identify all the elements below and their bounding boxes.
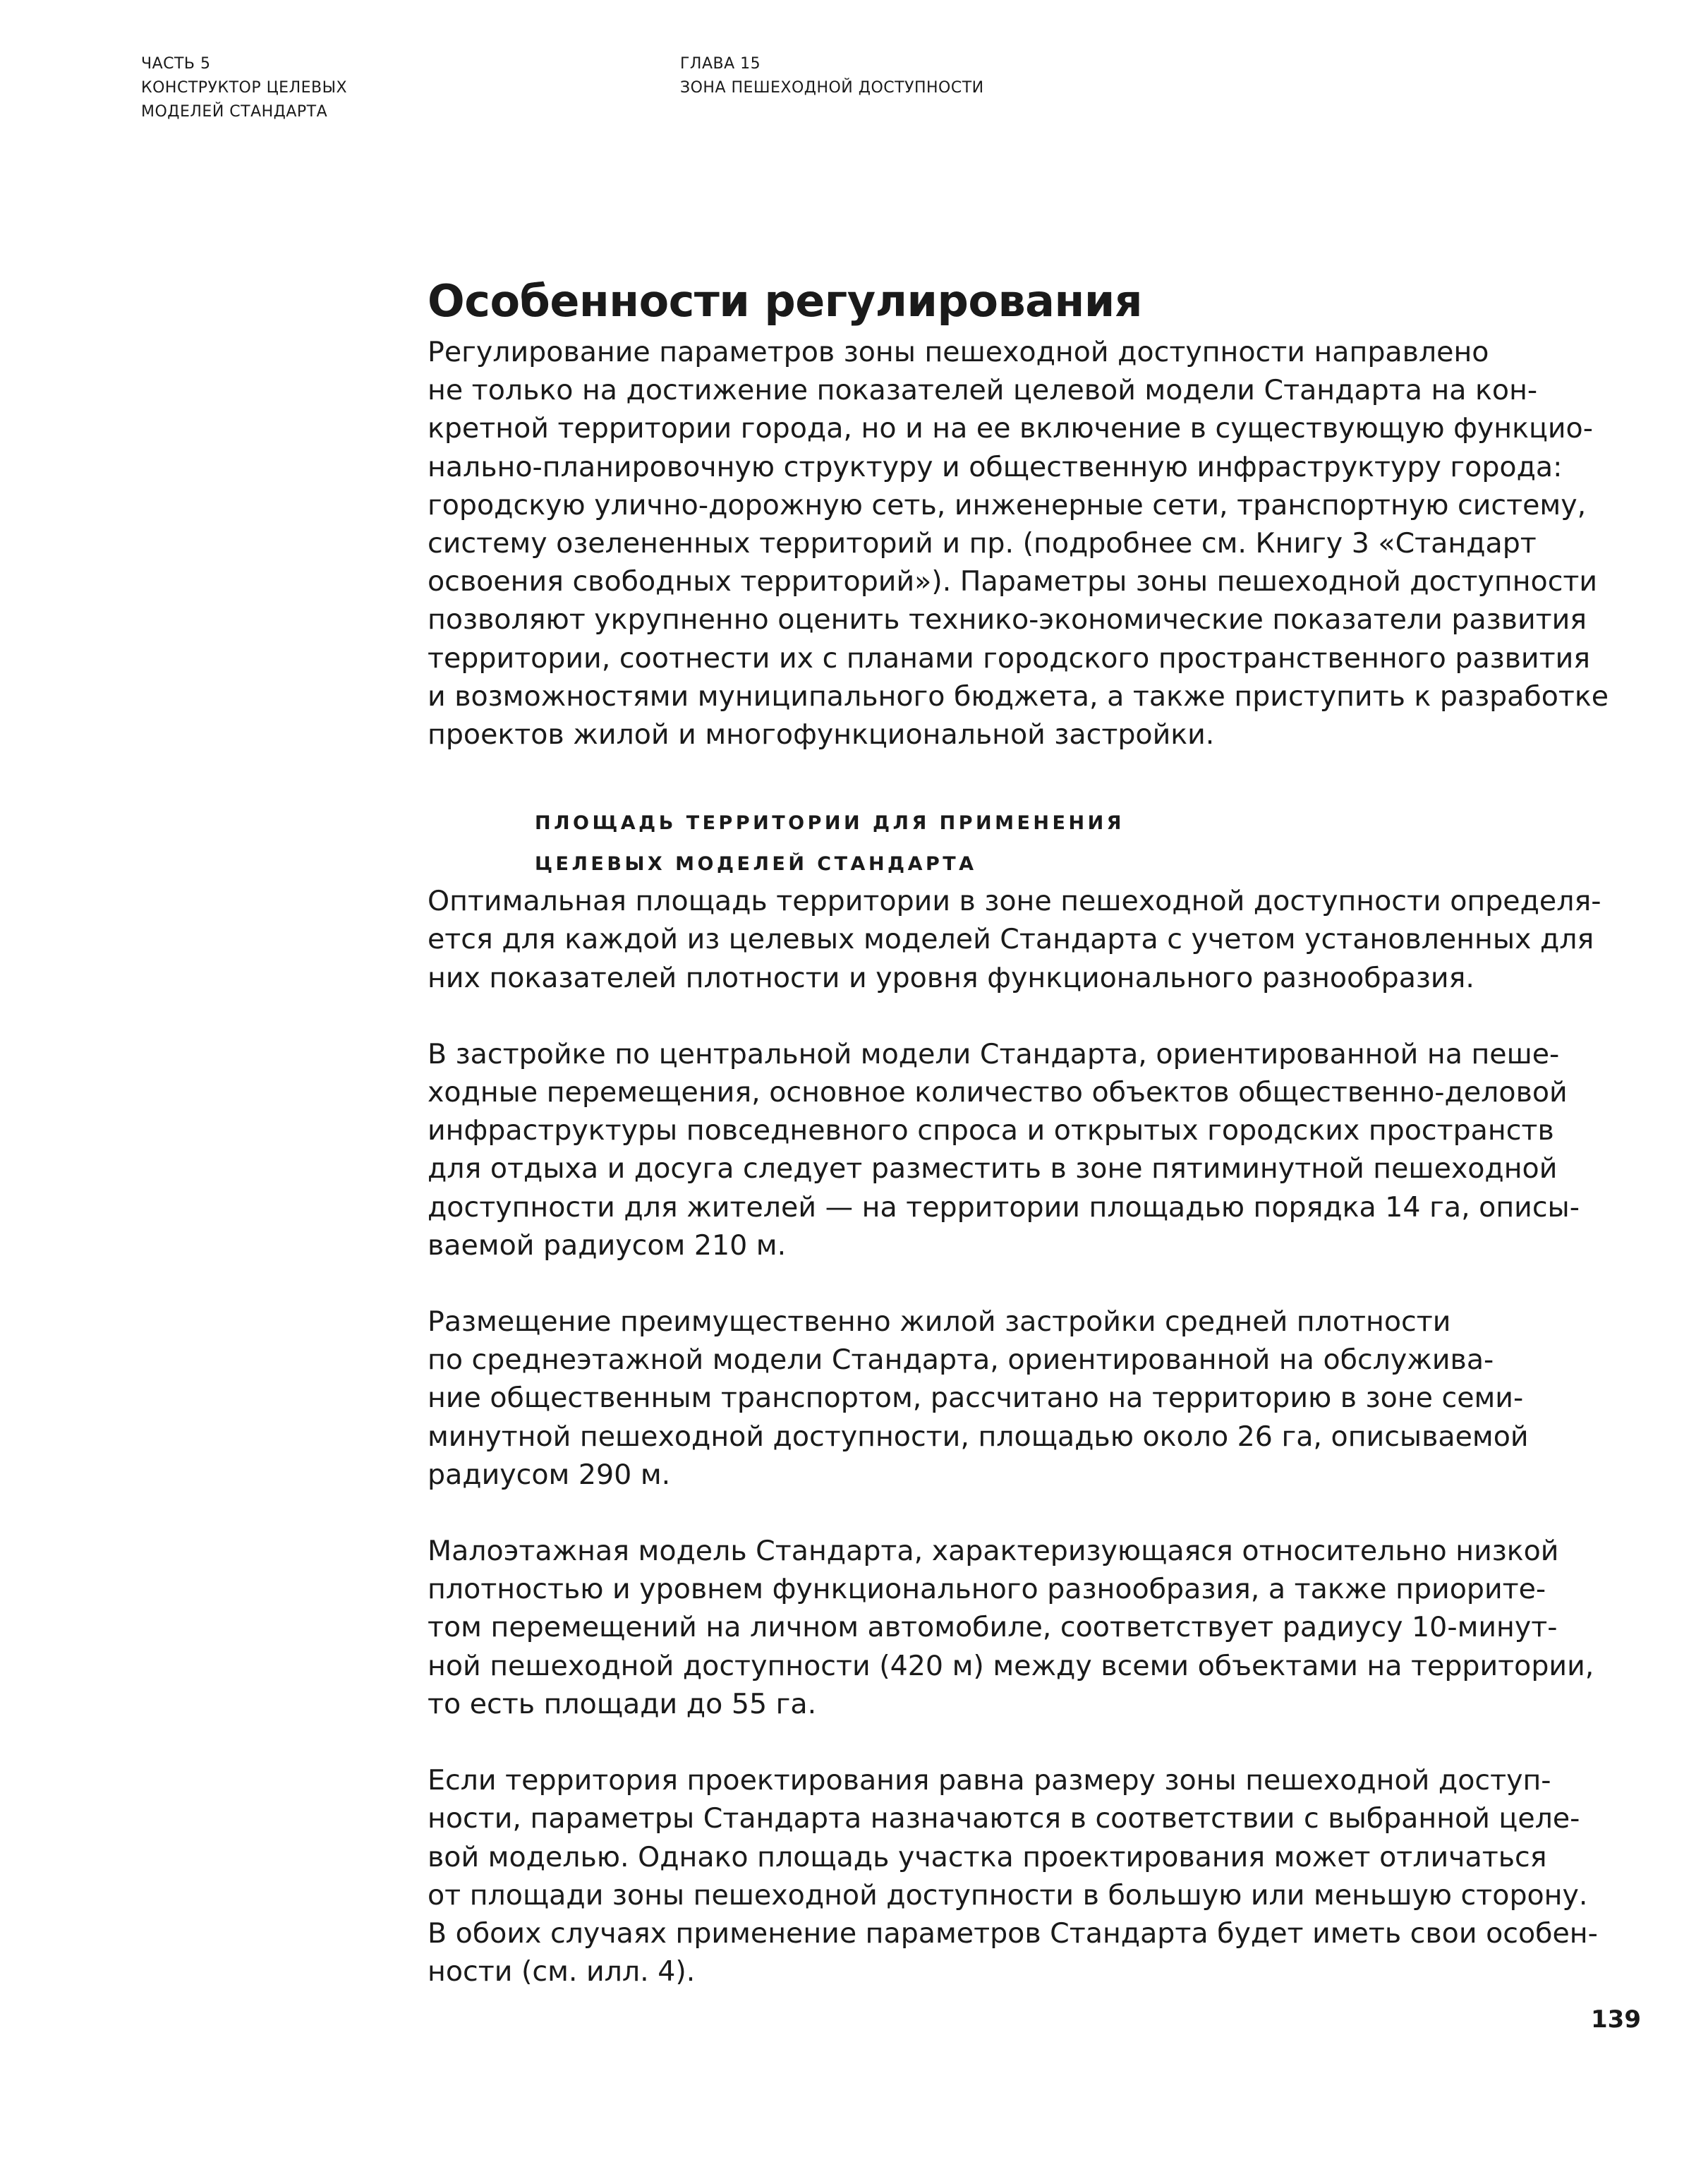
text-line: минутной пешеходной доступности, площадью около 26 га, описываемой	[428, 1420, 1529, 1453]
paragraph-central-model	[428, 1035, 1580, 1264]
text-line: вой моделью. Однако площадь участка проектирования может отличаться	[428, 1840, 1547, 1873]
running-head-part-line: КОНСТРУКТОР ЦЕЛЕВЫХ	[141, 79, 348, 97]
text-line: ности, параметры Стандарта назначаются в соответствии с выбранной целе-	[428, 1802, 1580, 1835]
main-content	[428, 270, 1609, 1991]
text-line: ется для каждой из целевых моделей Стандарта с учетом установленных для	[428, 923, 1594, 956]
text-line: по среднеэтажной модели Стандарта, ориентированной на обслужива-	[428, 1344, 1494, 1377]
running-head-chapter	[680, 52, 984, 100]
text-line: Если территория проектирования равна размеру зоны пешеходной доступ-	[428, 1764, 1551, 1797]
text-line: том перемещений на личном автомобиле, соответствует радиусу 10-минут-	[428, 1611, 1558, 1644]
text-line: них показателей плотности и уровня функционального разнообразия.	[428, 961, 1474, 994]
text-line: Оптимальная площадь территории в зоне пешеходной доступности определя-	[428, 885, 1601, 918]
text-line: ходные перемещения, основное количество объектов общественно-деловой	[428, 1076, 1568, 1109]
text-line: систему озелененных территорий и пр. (подробнее см. Книгу 3 «Стандарт	[428, 527, 1537, 560]
intro-paragraph	[428, 333, 1609, 754]
text-line: нально-планировочную структуру и общественную инфраструктуру города:	[428, 450, 1563, 483]
subheading	[535, 803, 1528, 885]
text-line: доступности для жителей — на территории площадью порядка 14 га, описы-	[428, 1190, 1580, 1224]
subheading-line: ЦЕЛЕВЫХ МОДЕЛЕЙ СТАНДАРТА	[535, 853, 977, 876]
text-line: радиусом 290 м.	[428, 1458, 671, 1491]
section-title: Особенности регулирования	[428, 275, 1143, 327]
text-line: ности (см. илл. 4).	[428, 1955, 696, 1988]
text-line: Размещение преимущественно жилой застройки средней плотности	[428, 1305, 1451, 1339]
text-line: инфраструктуры повседневного спроса и открытых городских пространств	[428, 1114, 1554, 1147]
text-line: ние общественным транспортом, рассчитано на территорию в зоне семи-	[428, 1382, 1524, 1415]
text-line: В обоих случаях применение параметров Стандарта будет иметь свои особен-	[428, 1917, 1598, 1950]
paragraph-area-definition	[428, 882, 1601, 997]
text-line: не только на достижение показателей целевой модели Стандарта на кон-	[428, 374, 1538, 407]
text-line: позволяют укрупненно оценить технико-экономические показатели развития	[428, 603, 1587, 636]
subheading-line: ПЛОЩАДЬ ТЕРРИТОРИИ ДЛЯ ПРИМЕНЕНИЯ	[535, 812, 1125, 835]
text-line: Регулирование параметров зоны пешеходной доступности направлено	[428, 336, 1489, 368]
text-line: кретной территории города, но и на ее включение в существующую функцио-	[428, 412, 1593, 445]
text-line: В застройке по центральной модели Стандарта, ориентированной на пеше-	[428, 1037, 1560, 1070]
text-line: городскую улично-дорожную сеть, инженерные сети, транспортную систему,	[428, 488, 1587, 521]
running-head-chapter-line: ГЛАВА 15	[680, 55, 761, 73]
running-head-part-line: ЧАСТЬ 5	[141, 55, 211, 73]
text-line: Малоэтажная модель Стандарта, характеризующаяся относительно низкой	[428, 1535, 1559, 1568]
text-line: ной пешеходной доступности (420 м) между всеми объектами на территории,	[428, 1649, 1594, 1682]
text-line: проектов жилой и многофункциональной застройки.	[428, 718, 1215, 751]
paragraph-lowrise-model	[428, 1532, 1594, 1723]
running-head-chapter-line: ЗОНА ПЕШЕХОДНОЙ ДОСТУПНОСТИ	[680, 79, 984, 97]
text-line: ваемой радиусом 210 м.	[428, 1229, 787, 1262]
text-line: то есть площади до 55 га.	[428, 1687, 817, 1720]
text-line: для отдыха и досуга следует разместить в зоне пятиминутной пешеходной	[428, 1152, 1558, 1185]
text-line: освоения свободных территорий»). Параметры зоны пешеходной доступности	[428, 565, 1598, 598]
text-line: плотностью и уровнем функционального разнообразия, а также приорите-	[428, 1573, 1546, 1606]
page-number: 139	[1591, 2005, 1641, 2034]
text-line: территории, соотнести их с планами городского пространственного развития	[428, 641, 1591, 675]
paragraph-site-size	[428, 1761, 1598, 1991]
running-head-part	[141, 52, 347, 124]
text-line: и возможностями муниципального бюджета, а также приступить к разработке	[428, 680, 1609, 713]
text-line: от площади зоны пешеходной доступности в большую или меньшую сторону.	[428, 1878, 1588, 1912]
paragraph-midrise-model	[428, 1303, 1528, 1494]
running-head-part-line: МОДЕЛЕЙ СТАНДАРТА	[141, 103, 328, 121]
